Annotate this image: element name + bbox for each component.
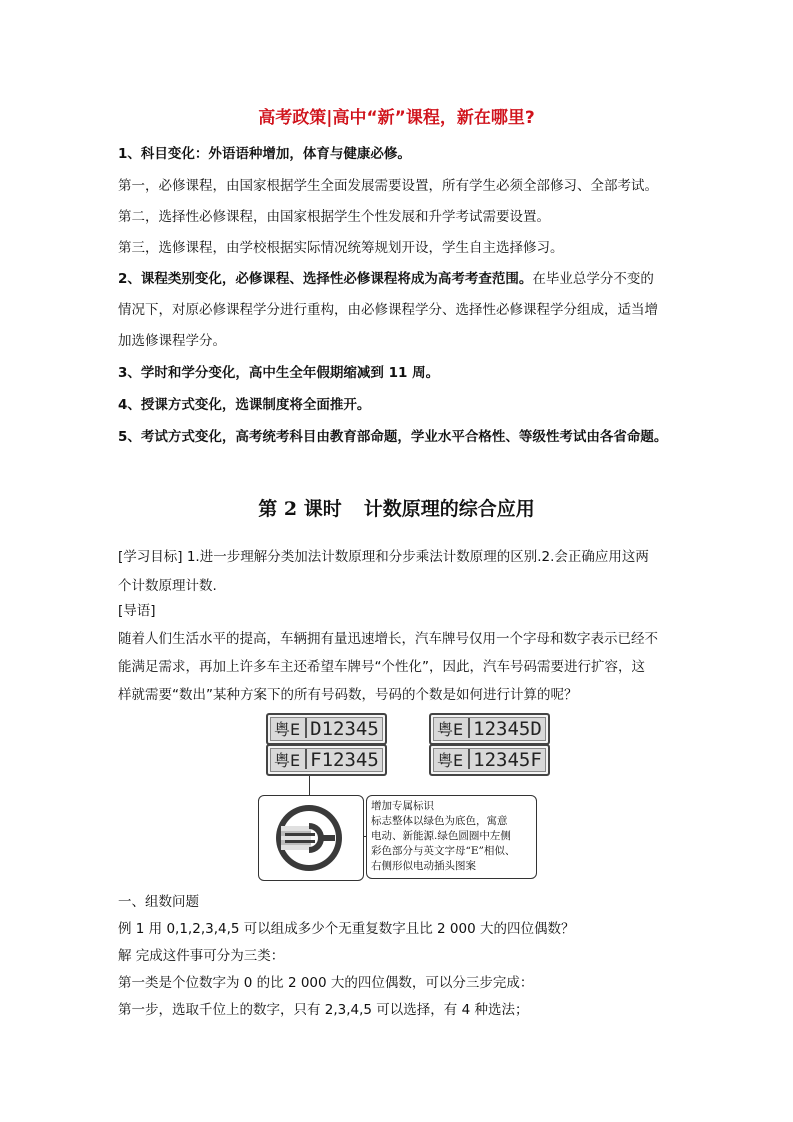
- policy-item-1: 1、科目变化：外语语种增加，体育与健康必修。: [118, 146, 411, 162]
- section-heading: 一、组数问题: [118, 894, 199, 910]
- ev-logo-note: 增加专属标识 标志整体以绿色为底色，寓意 电动、新能源.绿色圆圈中左侧 彩色部分与英文字母“E”相似、 右侧形似电动插头图案: [366, 795, 537, 879]
- license-plate: 粤E F12345: [266, 744, 387, 776]
- learning-goal-line1: [学习目标] 1.进一步理解分类加法计数原理和分步乘法计数原理的区别.2.会正确应用这两: [118, 549, 649, 565]
- intro-line1: 随着人们生活水平的提高，车辆拥有量迅速增长，汽车牌号仅用一个字母和数字表示已经不: [118, 631, 658, 647]
- policy-item-5: 5、考试方式变化，高考统考科目由教育部命题，学业水平合格性、等级性考试由各省命题。: [118, 429, 668, 445]
- lesson-title-text: 计数原理的综合应用: [363, 498, 535, 520]
- intro-line2: 能满足需求，再加上许多车主还希望车牌号“个性化”，因此，汽车号码需要进行扩容，这: [118, 659, 645, 675]
- policy-item-2-line2: 情况下，对原必修课程学分进行重构，由必修课程学分、选择性必修课程学分组成，适当增: [118, 302, 658, 318]
- connector-line: [309, 776, 310, 795]
- lesson-title: [0, 496, 793, 522]
- intro-label: [导语]: [118, 603, 156, 619]
- policy-item-2-rest: 在毕业总学分不变的: [532, 271, 654, 287]
- solution-step-line1: 第一类是个位数字为 0 的比 2 000 大的四位偶数，可以分三步完成：: [118, 975, 534, 991]
- learning-goal-line2: 个计数原理计数.: [118, 578, 217, 594]
- example-1: 例 1 用 0,1,2,3,4,5 可以组成多少个无重复数字且比 2 000 大的四位偶数？: [118, 921, 575, 937]
- ev-plug-icon: [259, 796, 363, 880]
- ev-logo-box: [258, 795, 364, 881]
- policy-item-1c: 第三，选修课程，由学校根据实际情况统筹规划开设，学生自主选择修习。: [118, 240, 564, 256]
- lesson-title-number: 第 2 课时: [258, 498, 342, 520]
- policy-item-4: 4、授课方式变化，选课制度将全面推开。: [118, 397, 371, 413]
- page-title: 高考政策|高中“新”课程，新在哪里?: [258, 108, 535, 128]
- license-plate: 粤E 12345D: [429, 713, 550, 745]
- license-plate: 粤E 12345F: [429, 744, 550, 776]
- intro-line3: 样就需要“数出”某种方案下的所有号码数，号码的个数是如何进行计算的呢？: [118, 687, 578, 703]
- policy-item-1b: 第二，选择性必修课程，由国家根据学生个性发展和升学考试需要设置。: [118, 209, 550, 225]
- solution-line: 解 完成这件事可分为三类：: [118, 948, 285, 964]
- policy-item-2-line3: 加选修课程学分。: [118, 333, 226, 349]
- solution-step-line2: 第一步，选取千位上的数字，只有 2,3,4,5 可以选择，有 4 种选法；: [118, 1002, 529, 1018]
- policy-item-3: 3、学时和学分变化，高中生全年假期缩减到 11 周。: [118, 365, 440, 381]
- policy-item-1a: 第一，必修课程，由国家根据学生全面发展需要设置，所有学生必须全部修习、全部考试。: [118, 178, 658, 194]
- policy-item-2-bold: 2、课程类别变化，必修课程、选择性必修课程将成为高考考查范围。: [118, 271, 533, 287]
- license-plate: 粤E D12345: [266, 713, 387, 745]
- policy-item-2: [118, 270, 654, 288]
